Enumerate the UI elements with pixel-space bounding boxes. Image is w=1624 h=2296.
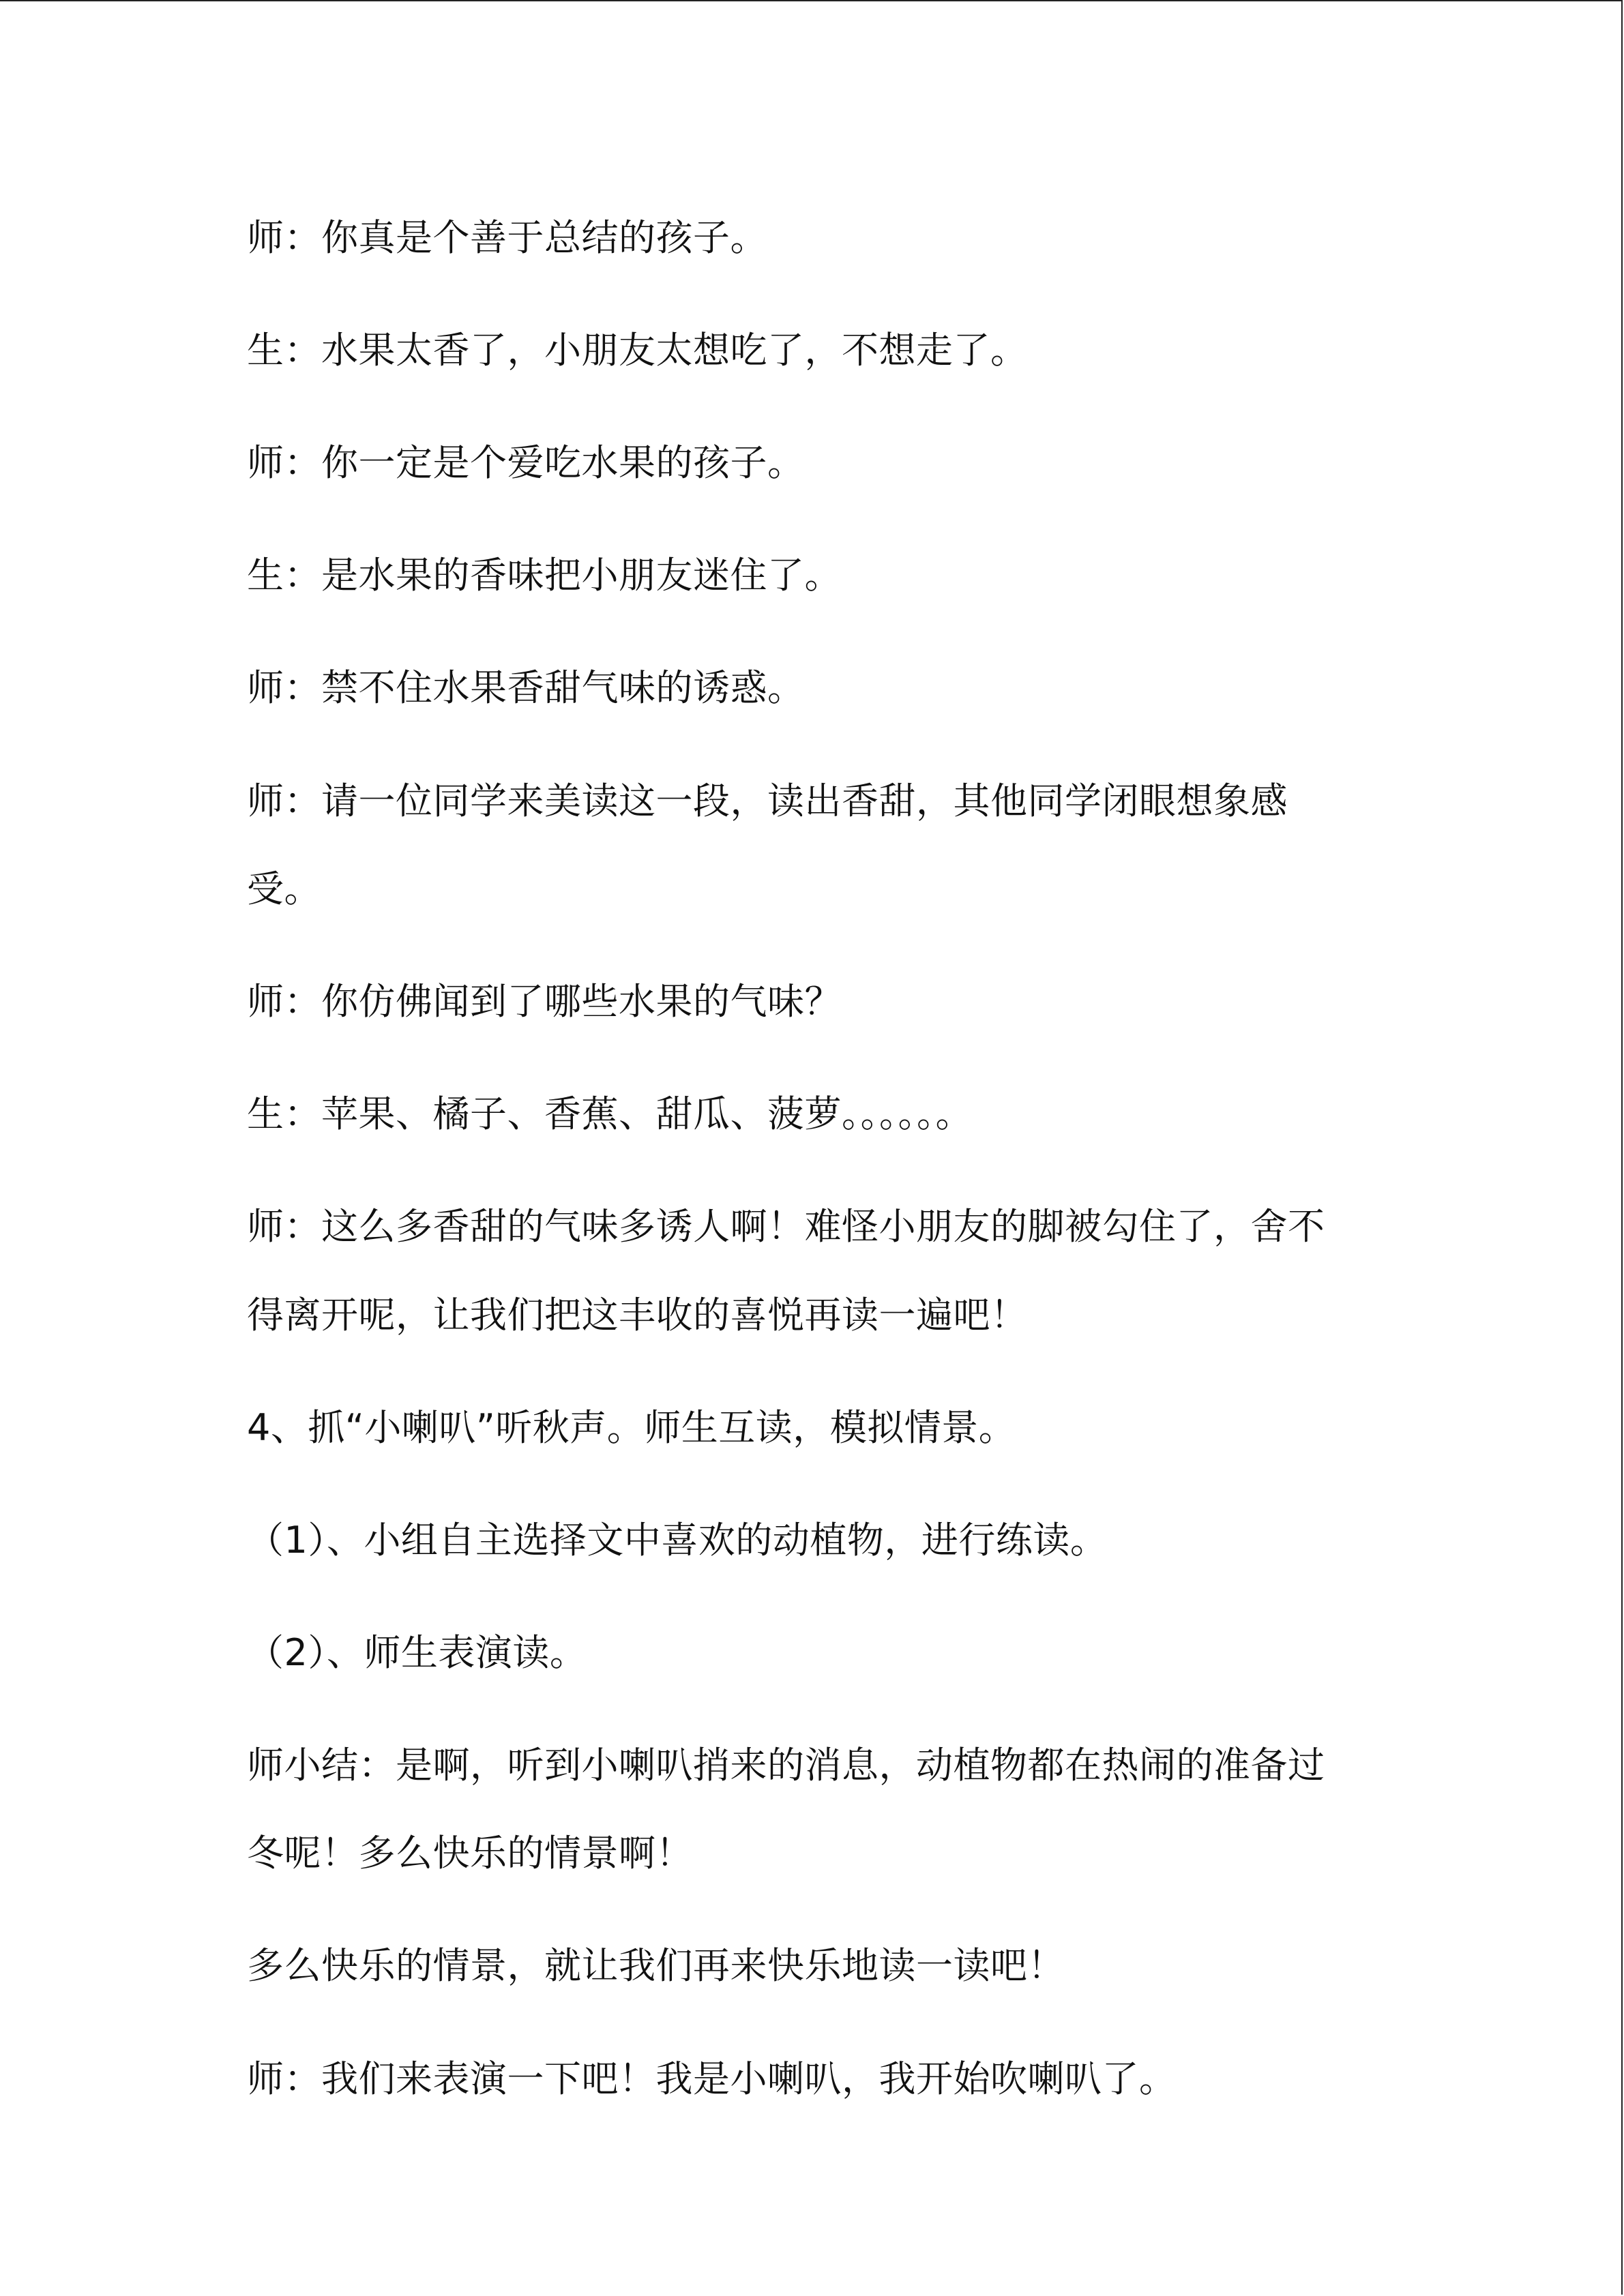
text-line: 师：这么多香甜的气味多诱人啊！难怪小朋友的脚被勾住了，舍不	[247, 1205, 1325, 1248]
text-line: 师小结：是啊，听到小喇叭捎来的消息，动植物都在热闹的准备过	[247, 1744, 1325, 1787]
text-line: 师：我们来表演一下吧！我是小喇叭，我开始吹喇叭了。	[247, 2057, 1177, 2100]
text-line: 师：请一位同学来美读这一段，读出香甜，其他同学闭眼想象感	[247, 779, 1288, 822]
text-line: 师：禁不住水果香甜气味的诱惑。	[247, 666, 805, 709]
text-line: 受。	[247, 867, 321, 910]
text-line: 生：水果太香了，小朋友太想吃了，不想走了。	[247, 329, 1028, 372]
text-line: 师：你真是个善于总结的孩子。	[247, 216, 767, 259]
text-line: 多么快乐的情景，就让我们再来快乐地读一读吧！	[247, 1944, 1065, 1987]
text-line: 师：你一定是个爱吃水果的孩子。	[247, 441, 805, 484]
text-line: 生：是水果的香味把小朋友迷住了。	[247, 554, 842, 597]
text-line: 得离开呢，让我们把这丰收的喜悦再读一遍吧！	[247, 1294, 1028, 1337]
text-line: 4、抓“小喇叭”听秋声。师生互读，模拟情景。	[247, 1406, 1016, 1449]
text-line: 生：苹果、橘子、香蕉、甜瓜、菠萝。。。。。。	[247, 1092, 973, 1135]
text-line: （2）、师生表演读。	[247, 1631, 587, 1674]
text-line: 师：你仿佛闻到了哪些水果的气味？	[247, 980, 842, 1023]
text-line: （1）、小组自主选择文中喜欢的动植物，进行练读。	[247, 1519, 1108, 1562]
text-line: 冬呢！多么快乐的情景啊！	[247, 1832, 693, 1875]
